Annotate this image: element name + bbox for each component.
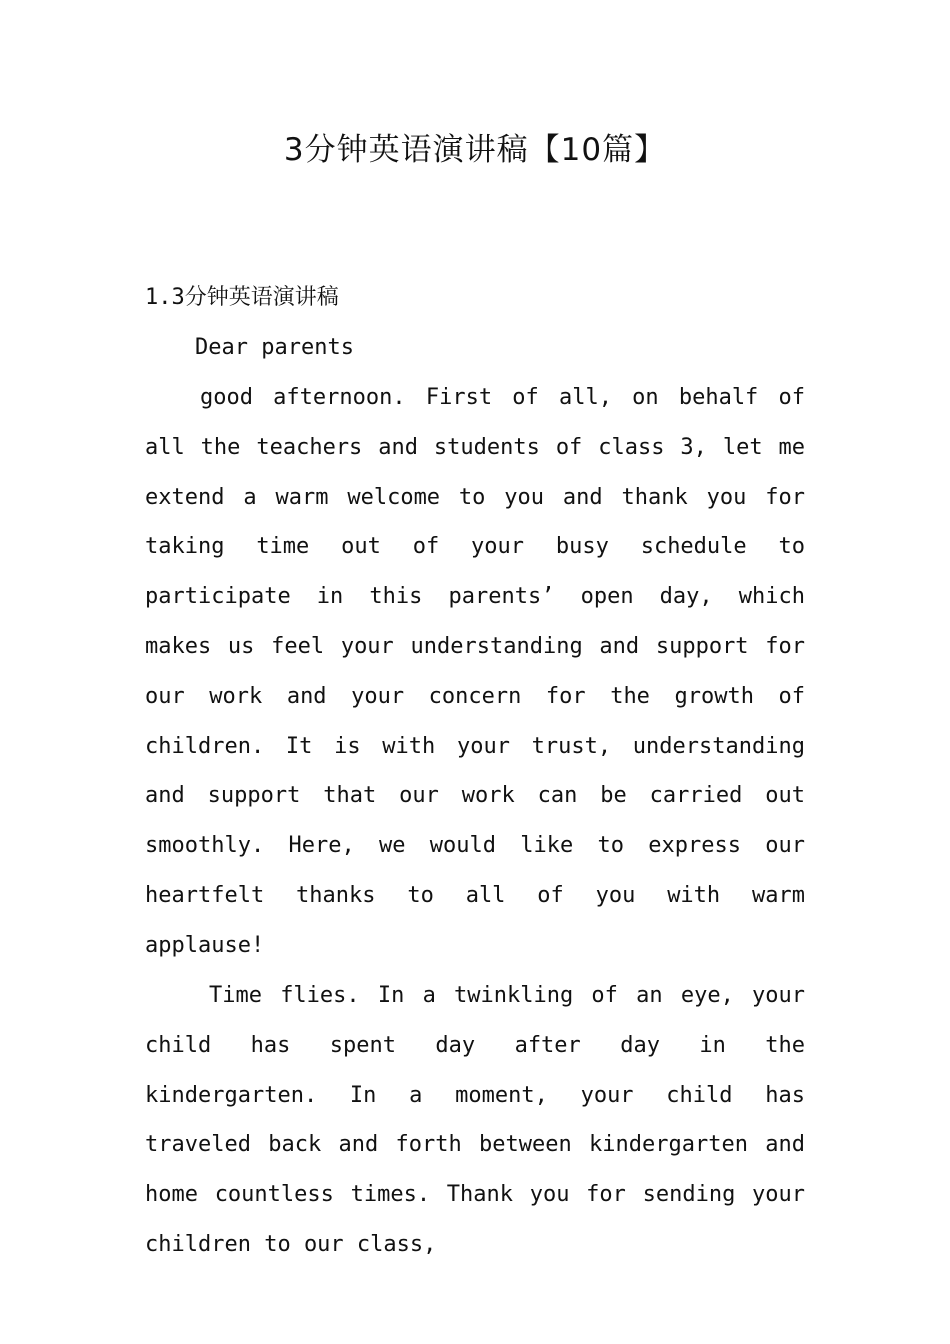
- section-heading: 1.3分钟英语演讲稿: [145, 285, 339, 310]
- document-title: 3分钟英语演讲稿【10篇】: [283, 132, 667, 168]
- greeting-line: Dear parents: [195, 335, 354, 360]
- paragraph-1: good afternoon. First of all, on behalf of all the teachers and students of class 3, let me extend a warm welcome to you and thank you for taking time out of your busy schedule to participate in this parents’ open day, which makes us feel your understanding and support for our work and your concern for the growth of children. It is with your trust, understanding and support that our work can be carried out smoothly. Here, we would like to express our heartfelt thanks to all of you with warm applause!: [145, 385, 805, 958]
- paragraph-2: Time flies. In a twinkling of an eye, your child has spent day after day in the kindergarten. In a moment, your child has traveled back and forth between kindergarten and home countless times. Thank you for sending your children to our class,: [145, 983, 805, 1257]
